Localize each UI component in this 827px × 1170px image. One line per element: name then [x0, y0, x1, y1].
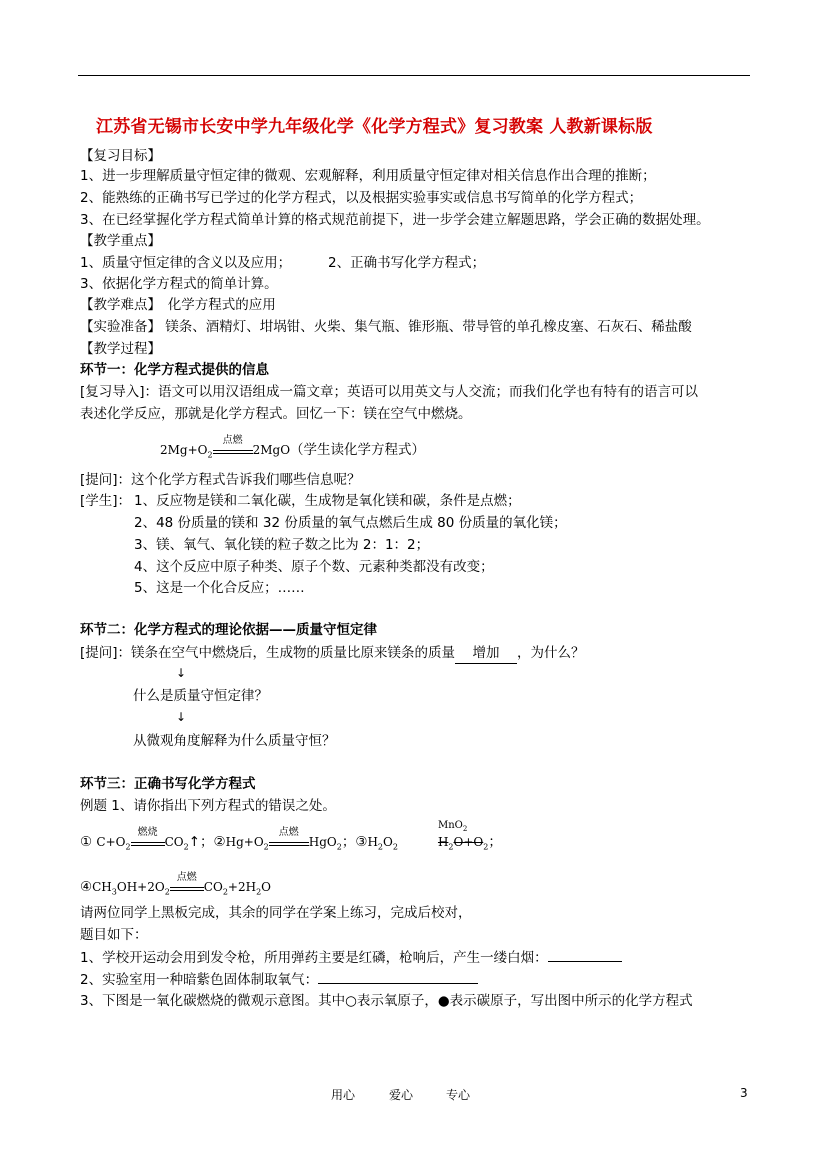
student-prefix: [学生]： [80, 493, 132, 509]
ask-2-blank: 增加 [455, 643, 517, 664]
focus-item-3: 3、依据化学方程式的简单计算。 [80, 276, 278, 292]
oxygen-atom-icon: ○ [345, 993, 357, 1009]
err1-num: ① [80, 834, 93, 850]
err1-left: C+O [96, 835, 126, 849]
ask-2-tail: ，为什么？ [517, 645, 585, 661]
err4-right2: +2H [227, 880, 257, 894]
question-1-text: 1、学校开运动会用到发令枪，所用弹药主要是红磷，枪响后，产生一缕白烟： [80, 950, 548, 966]
question-1-answer-blank[interactable] [548, 947, 622, 962]
section3-title: 环节三：正确书写化学方程式 [80, 776, 256, 792]
err2-cond-text: 点燃 [278, 827, 299, 838]
err4-right3: O [261, 880, 272, 894]
question-1 [80, 947, 622, 968]
page-number: 3 [740, 1086, 748, 1100]
goal-item-2: 2、能熟练的正确书写已学过的化学方程式，以及根据实验事实或信息书写简单的化学方程式； [80, 190, 643, 206]
err1-up: ↑； [188, 834, 214, 850]
carbon-atom-icon: ● [437, 993, 450, 1009]
process-header: 【教学过程】 [80, 341, 161, 357]
err4-left: CH [92, 880, 112, 894]
err3-end: ； [488, 834, 502, 850]
err2-right: HgO [308, 835, 337, 849]
section2-title: 环节二：化学方程式的理论依据——质量守恒定律 [80, 622, 377, 638]
err3-cond-text: MnO [437, 820, 463, 831]
practice-line: 请两位同学上黑板完成，其余的同学在学案上练习，完成后校对， [80, 905, 472, 921]
err3-right: H [437, 835, 449, 849]
err4-num: ④ [80, 879, 93, 895]
err4-left2: OH+2O [116, 880, 165, 894]
question-3-text-d: 表示碳原子，写出图中所示的化学方程式 [449, 993, 693, 1009]
err3-num: ③ [355, 834, 368, 850]
student-item-4: 4、这个反应中原子种类、原子个数、元素种类都没有改变； [134, 559, 494, 575]
ask-2-text: [提问]：镁条在空气中燃烧后，生成物的质量比原来镁条的质量 [80, 645, 456, 661]
err3-condition: MnO$_2$ $H_2O+O_2$ [437, 820, 489, 852]
err3-right2: O+O [453, 835, 484, 849]
err4-cond-text: 点燃 [176, 872, 197, 883]
example-1: 例题 1、请你指出下列方程式的错误之处。 [80, 798, 336, 814]
error-equations-row: ① $C+O_2$ 燃烧 $CO_2↑$；$②Hg+O_2$ 点燃 HgO$_2$；$③H_2O_2$ MnO$_2$ $H_2O+O_2$； [80, 832, 502, 858]
eq1-note: （学生读化学方程式） [290, 442, 426, 458]
err1-right: CO [164, 835, 184, 849]
down-arrow-2: ↓ [176, 710, 187, 724]
ask-1: [提问]：这个化学方程式告诉我们哪些信息呢？ [80, 472, 361, 488]
question-why: 从微观角度解释为什么质量守恒？ [133, 733, 336, 749]
err2-condition [269, 827, 309, 846]
intro-line-1: [复习导入]：语文可以用汉语组成一篇文章；英语可以用英文与人交流；而我们化学也有特有的语言可以 [80, 384, 699, 400]
down-arrow-1: ↓ [176, 666, 187, 680]
section1-title: 环节一：化学方程式提供的信息 [80, 362, 269, 378]
difficulty-line: 【教学难点】 化学方程式的应用 [80, 297, 276, 313]
eq1-sub: 2 [207, 450, 213, 460]
err1-cond-text: 燃烧 [137, 827, 158, 838]
student-item-5: 5、这是一个化合反应；…… [134, 580, 305, 596]
question-3-text-b: 表示氧原子， [356, 993, 438, 1009]
err2-num: ② [213, 834, 226, 850]
footer-word-1: 用心 [331, 1088, 356, 1102]
student-item-3: 3、镁、氧气、氧化镁的粒子数之比为 2：1：2； [134, 537, 430, 553]
question-2-text: 2、实验室用一种暗紫色固体制取氧气： [80, 972, 319, 988]
err2-left: Hg+O [225, 835, 264, 849]
err4-right: CO [203, 880, 223, 894]
eq1-left: 2Mg+O [160, 443, 208, 457]
err4-condition [170, 872, 204, 891]
question-what: 什么是质量守恒定律？ [133, 688, 268, 704]
prep-line: 【实验准备】 镁条、酒精灯、坩埚钳、火柴、集气瓶、锥形瓶、带导管的单孔橡皮塞、石灰石、稀盐酸 [80, 319, 692, 335]
focus-item-1: 1、质量守恒定律的含义以及应用； [80, 255, 292, 271]
questions-intro: 题目如下： [80, 927, 148, 943]
err3-left2: O [383, 835, 393, 849]
goal-item-3: 3、在已经掌握化学方程式简单计算的格式规范前提下，进一步学会建立解题思路，学会正确的数据处理。 [80, 212, 710, 228]
eq1-condition [213, 435, 253, 454]
header-rule [78, 75, 750, 76]
intro-line-2: 表述化学反应，那就是化学方程式。回忆一下：镁在空气中燃烧。 [80, 406, 472, 422]
goal-item-1: 1、进一步理解质量守恒定律的微观、宏观解释，利用质量守恒定律对相关信息作出合理的推断； [80, 168, 656, 184]
err3-left: H [367, 835, 378, 849]
error-equation-4: $④CH_3OH+2O_2$ 点燃 $CO_2+2H_2O$ [80, 872, 272, 897]
question-3 [80, 991, 693, 1011]
question-2 [80, 969, 478, 990]
document-title: 江苏省无锡市长安中学九年级化学《化学方程式》复习教案 人教新课标版 [96, 117, 653, 137]
err2-end: ； [341, 834, 356, 850]
student-item-1: 1、反应物是镁和二氧化碳，生成物是氧化镁和碳，条件是点燃； [134, 493, 521, 509]
student-item-2: 2、48 份质量的镁和 32 份质量的氧气点燃后生成 80 份质量的氧化镁； [134, 515, 567, 531]
eq1-cond-text: 点燃 [222, 435, 243, 446]
focus-header: 【教学重点】 [80, 233, 161, 249]
footer-word-2: 爱心 [389, 1088, 414, 1102]
question-2-answer-blank[interactable] [318, 969, 478, 984]
equation-mg [160, 435, 426, 466]
focus-item-2: 2、正确书写化学方程式； [328, 255, 486, 271]
goals-header: 【复习目标】 [80, 148, 161, 164]
ask-2 [80, 643, 585, 664]
eq1-right: 2MgO [252, 443, 291, 457]
footer-word-3: 专心 [446, 1088, 471, 1102]
err1-condition [131, 827, 165, 846]
question-3-text-a: 3、下图是一氧化碳燃烧的微观示意图。其中 [80, 993, 346, 1009]
